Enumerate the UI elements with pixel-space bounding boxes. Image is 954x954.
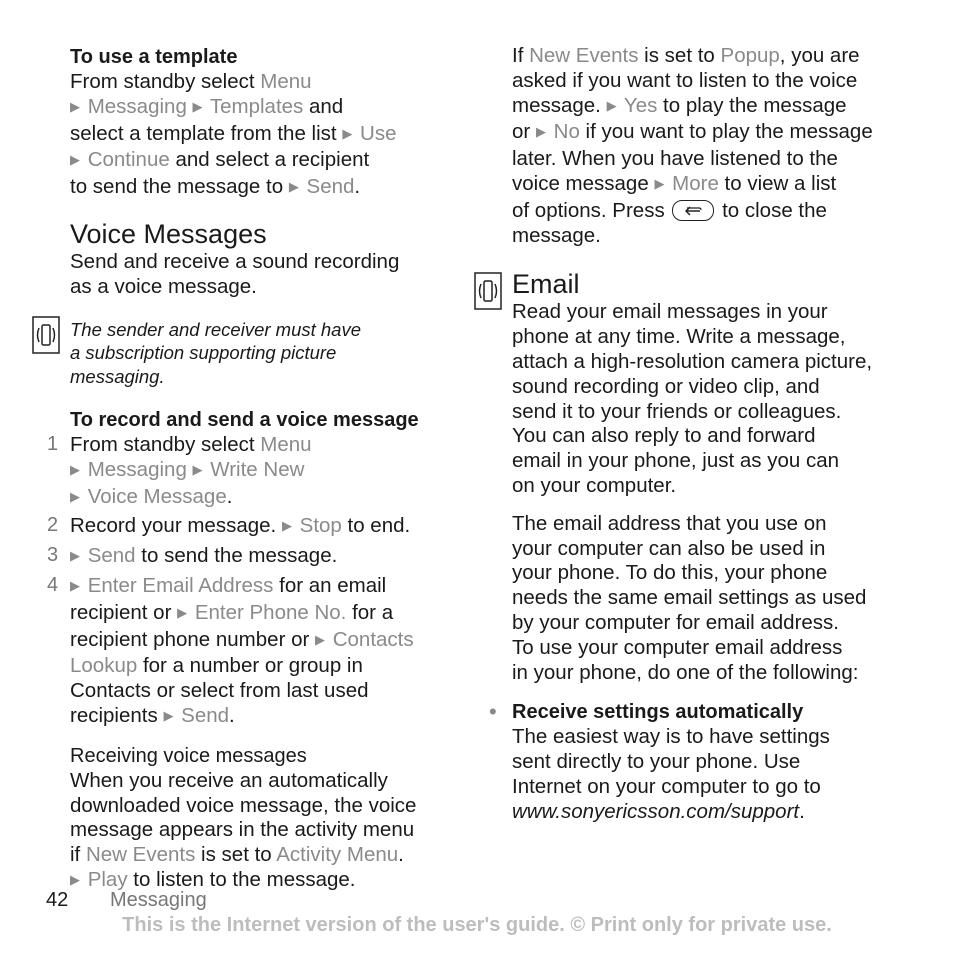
receiving-text: When you receive an automatically downloaded voice message, the voice message appears in the activity menu if New Events is set to Activity Menu. ▶ Play to listen to the message. [70,768,417,892]
bullet-item [489,699,902,824]
support-url[interactable]: www.sonyericsson.com/support [512,799,800,823]
voice-intro: Send and receive a sound recording as a voice message. [70,249,400,298]
receiving-heading: Receiving voice messages [70,744,307,767]
vibration-phone-icon [474,272,502,310]
arrow-icon: ▶ [70,98,80,114]
step-3: 3 ▶ Send to send the message. [47,544,338,568]
template-heading: To use a template [70,46,238,68]
bullet-icon: • [489,699,497,725]
voice-messages-heading: Voice Messages [70,218,267,249]
record-heading: To record and send a voice message [70,409,419,432]
left-column [47,44,460,895]
note-text: The sender and receiver must have a subscription supporting picture messaging. [70,318,362,387]
template-instructions: From standby select Menu ▶ Messaging ▶ Templates and select a template from the list ▶ Use ▶ Continue and select a recipient to send the message to ▶ Send. [70,70,397,199]
step-2: 2 Record your message. ▶ Stop to end. [47,514,411,538]
bullet-text: The easiest way is to have settings sent directly to your phone. Use Internet on your computer to go to www.sonyericsson.com/support. [512,725,830,823]
right-column [489,44,902,825]
email-intro: Read your email messages in your phone at any time. Write a message, attach a high-resolution camera picture, sound recording or video clip, and send it to your friends or colleagues. You can also reply to and forward email in your phone, just as you can on your computer. [512,300,873,497]
popup-paragraph: If New Events is set to Popup, you are asked if you want to listen to the voice message. ▶ Yes to play the message or ▶ No if you want to play the message later. When you have listened to the voice message ▶ More to view a list of options. Press to close the message. [512,44,873,247]
step-1: 1 From standby select Menu ▶ Messaging ▶ Write New ▶ Voice Message. [47,433,312,508]
back-key-icon [672,200,714,221]
step-4: 4 ▶ Enter Email Address for an email recipient or ▶ Enter Phone No. for a recipient phone number or ▶ Contacts Lookup for a number or group in Contacts or select from last used recipients ▶ Send. [47,574,414,728]
bullet-heading: Receive settings automatically [512,701,804,724]
page-number: 42 [46,889,69,911]
note-block [70,318,460,389]
section-name: Messaging [110,889,207,911]
email-address-paragraph: The email address that you use on your computer can also be used in your phone. To do this, your phone needs the same email settings as used by your computer for email address. To use your computer email address in your phone, do one of the following: [512,511,867,684]
email-section [489,268,902,824]
footer-notice: This is the Internet version of the user's guide. © Print only for private use. [122,914,832,936]
vibration-phone-icon [32,316,60,354]
email-heading: Email [512,269,580,300]
